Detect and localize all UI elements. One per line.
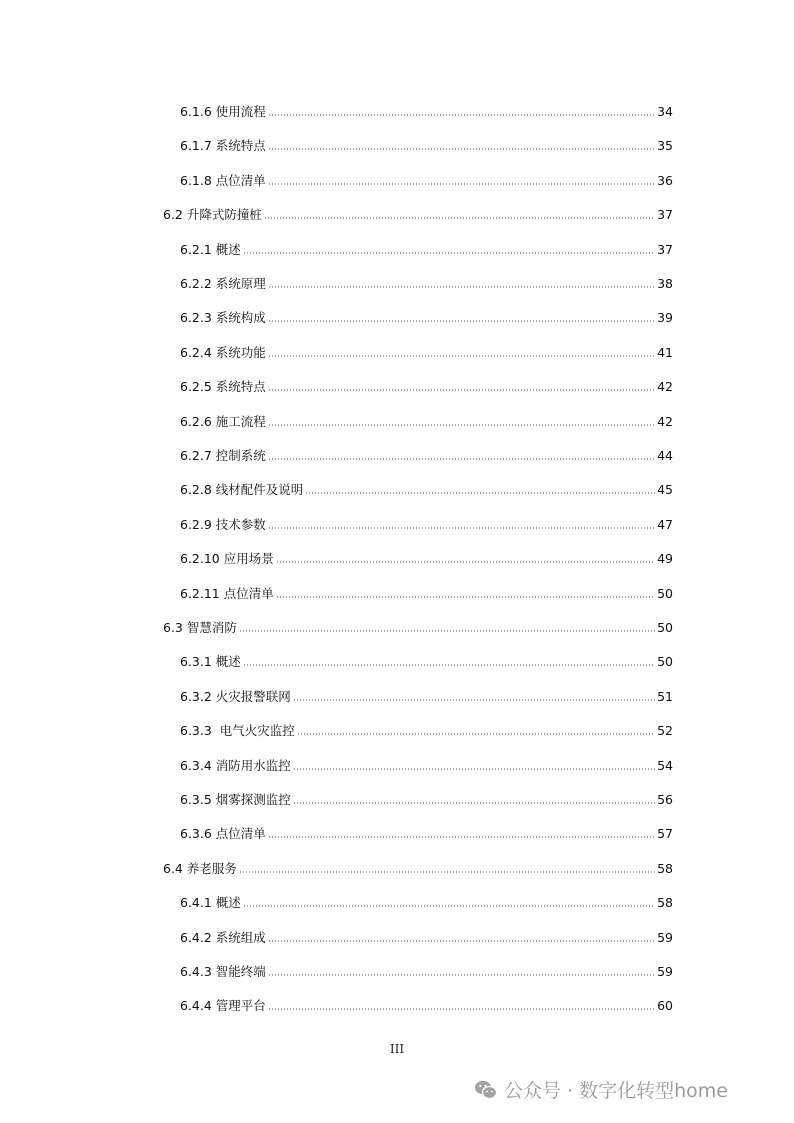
toc-entry[interactable] xyxy=(180,687,673,707)
toc-entry-title: 6.4.3 智能终端 xyxy=(180,964,266,979)
toc-entry[interactable] xyxy=(180,893,673,913)
toc-entry-page: 56 xyxy=(657,792,673,807)
toc-entry-title: 6.3.1 概述 xyxy=(180,654,241,670)
toc-entry-title: 6.2.1 概述 xyxy=(180,241,241,257)
toc-entry-page: 34 xyxy=(657,104,673,119)
toc-entry-title: 6.2.9 技术参数 xyxy=(180,516,266,532)
toc-dot-leader xyxy=(268,286,655,288)
toc-entry[interactable] xyxy=(180,790,673,810)
watermark-text: 公众号 · 数字化转型home xyxy=(504,1080,728,1102)
toc-entry-page: 50 xyxy=(657,585,673,601)
toc-entry-title: 6.4.2 系统组成 xyxy=(180,929,266,945)
toc-entry[interactable] xyxy=(180,928,673,948)
toc-entry-title: 6.2.4 系统功能 xyxy=(180,344,266,360)
toc-dot-leader xyxy=(268,940,655,942)
toc-entry-title: 6.4.1 概述 xyxy=(180,895,241,911)
toc-entry-page: 52 xyxy=(657,723,673,739)
toc-dot-leader xyxy=(297,733,655,735)
toc-entry-page: 58 xyxy=(657,860,673,876)
toc-dot-leader xyxy=(268,1008,655,1010)
toc-entry-page: 60 xyxy=(657,998,673,1014)
toc-entry-title: 6.3 智慧消防 xyxy=(163,620,237,635)
toc-dot-leader xyxy=(293,768,655,770)
toc-dot-leader xyxy=(243,905,655,907)
toc-entry-page: 39 xyxy=(657,310,673,326)
toc-dot-leader xyxy=(293,802,655,804)
toc-dot-leader xyxy=(305,492,655,494)
toc-dot-leader xyxy=(268,114,655,116)
page-number: III xyxy=(389,1042,405,1056)
toc-dot-leader xyxy=(268,389,655,391)
toc-entry[interactable] xyxy=(163,618,673,638)
toc-entry-page: 41 xyxy=(657,344,673,360)
toc-entry-title: 6.2.6 施工流程 xyxy=(180,413,266,429)
toc-entry-title: 6.4 养老服务 xyxy=(163,860,237,876)
toc-entry[interactable] xyxy=(180,584,673,604)
toc-entry[interactable] xyxy=(180,756,673,776)
toc-dot-leader xyxy=(268,527,655,529)
toc-entry-title: 6.3.4 消防用水监控 xyxy=(180,757,291,773)
toc-entry-page: 49 xyxy=(657,551,673,567)
toc-entry-page: 44 xyxy=(657,448,673,463)
toc-entry[interactable] xyxy=(180,721,673,741)
toc-entry-page: 37 xyxy=(657,207,673,223)
toc-entry[interactable] xyxy=(180,824,673,844)
toc-entry-page: 51 xyxy=(657,688,673,704)
toc-entry[interactable] xyxy=(180,412,673,432)
toc-entry[interactable] xyxy=(180,549,673,569)
toc-entry-page: 57 xyxy=(657,826,673,842)
toc-entry[interactable] xyxy=(180,274,673,294)
toc-entry-page: 47 xyxy=(657,516,673,532)
toc-entry-title: 6.2.8 线材配件及说明 xyxy=(180,482,304,498)
toc-dot-leader xyxy=(243,664,655,666)
toc-dot-leader xyxy=(268,458,655,460)
toc-entry[interactable] xyxy=(180,962,673,982)
toc-dot-leader xyxy=(264,217,655,219)
toc-entry[interactable] xyxy=(163,859,673,879)
toc-dot-leader xyxy=(243,252,655,254)
toc-entry-page: 45 xyxy=(657,482,673,498)
toc-entry[interactable] xyxy=(180,102,673,122)
toc-dot-leader xyxy=(268,836,655,838)
toc-dot-leader xyxy=(293,699,655,701)
toc-entry-page: 35 xyxy=(657,138,673,154)
toc-dot-leader xyxy=(276,596,655,598)
toc-entry-title: 6.2 升降式防撞桩 xyxy=(163,207,262,223)
wechat-icon xyxy=(474,1079,498,1101)
toc-entry-title: 6.1.6 使用流程 xyxy=(180,104,266,119)
toc-entry[interactable] xyxy=(180,240,673,260)
toc-entry-title: 6.4.4 管理平台 xyxy=(180,998,266,1014)
toc-entry-page: 58 xyxy=(657,895,673,911)
toc-entry-title: 6.2.5 系统特点 xyxy=(180,379,266,395)
toc-entry-title: 6.3.2 火灾报警联网 xyxy=(180,688,291,704)
watermark xyxy=(474,1076,728,1103)
toc-entry[interactable] xyxy=(180,308,673,328)
toc-entry-title: 6.2.11 点位清单 xyxy=(180,585,274,601)
toc-entry[interactable] xyxy=(180,377,673,397)
toc-entry-page: 59 xyxy=(657,929,673,945)
toc-entry[interactable] xyxy=(180,652,673,672)
toc-entry[interactable] xyxy=(180,480,673,500)
toc-entry-page: 38 xyxy=(657,276,673,291)
toc-entry-title: 6.1.8 点位清单 xyxy=(180,172,266,188)
toc-entry-page: 54 xyxy=(657,757,673,773)
toc-entry[interactable] xyxy=(180,136,673,156)
toc-dot-leader xyxy=(239,630,655,632)
toc-entry-title: 6.2.10 应用场景 xyxy=(180,551,274,567)
toc-entry[interactable] xyxy=(180,515,673,535)
toc-entry[interactable] xyxy=(180,996,673,1016)
toc-entry-title: 6.2.3 系统构成 xyxy=(180,310,266,326)
toc-entry[interactable] xyxy=(180,343,673,363)
toc-dot-leader xyxy=(268,148,655,150)
toc-entry-title: 6.3.6 点位清单 xyxy=(180,826,266,842)
toc-dot-leader xyxy=(276,561,655,563)
toc-entry-page: 59 xyxy=(657,964,673,979)
toc-entry-title: 6.3.5 烟雾探测监控 xyxy=(180,792,291,807)
toc-entry-title: 6.3.3 电气火灾监控 xyxy=(180,723,295,739)
toc-entry-title: 6.2.7 控制系统 xyxy=(180,448,266,463)
toc-entry-page: 50 xyxy=(657,654,673,670)
toc-entry[interactable] xyxy=(180,171,673,191)
toc-entry-page: 42 xyxy=(657,379,673,395)
toc-entry-page: 37 xyxy=(657,241,673,257)
toc-entry-title: 6.2.2 系统原理 xyxy=(180,276,266,291)
toc-dot-leader xyxy=(268,355,655,357)
toc-entry-page: 36 xyxy=(657,172,673,188)
toc-entry-page: 50 xyxy=(657,620,673,635)
toc-dot-leader xyxy=(268,974,655,976)
toc-entry[interactable] xyxy=(180,446,673,466)
toc-dot-leader xyxy=(268,320,655,322)
toc-entry[interactable] xyxy=(163,205,673,225)
toc-entry-page: 42 xyxy=(657,413,673,429)
toc-dot-leader xyxy=(268,424,655,426)
toc-dot-leader xyxy=(268,183,655,185)
toc-dot-leader xyxy=(239,871,655,873)
toc-entry-title: 6.1.7 系统特点 xyxy=(180,138,266,154)
